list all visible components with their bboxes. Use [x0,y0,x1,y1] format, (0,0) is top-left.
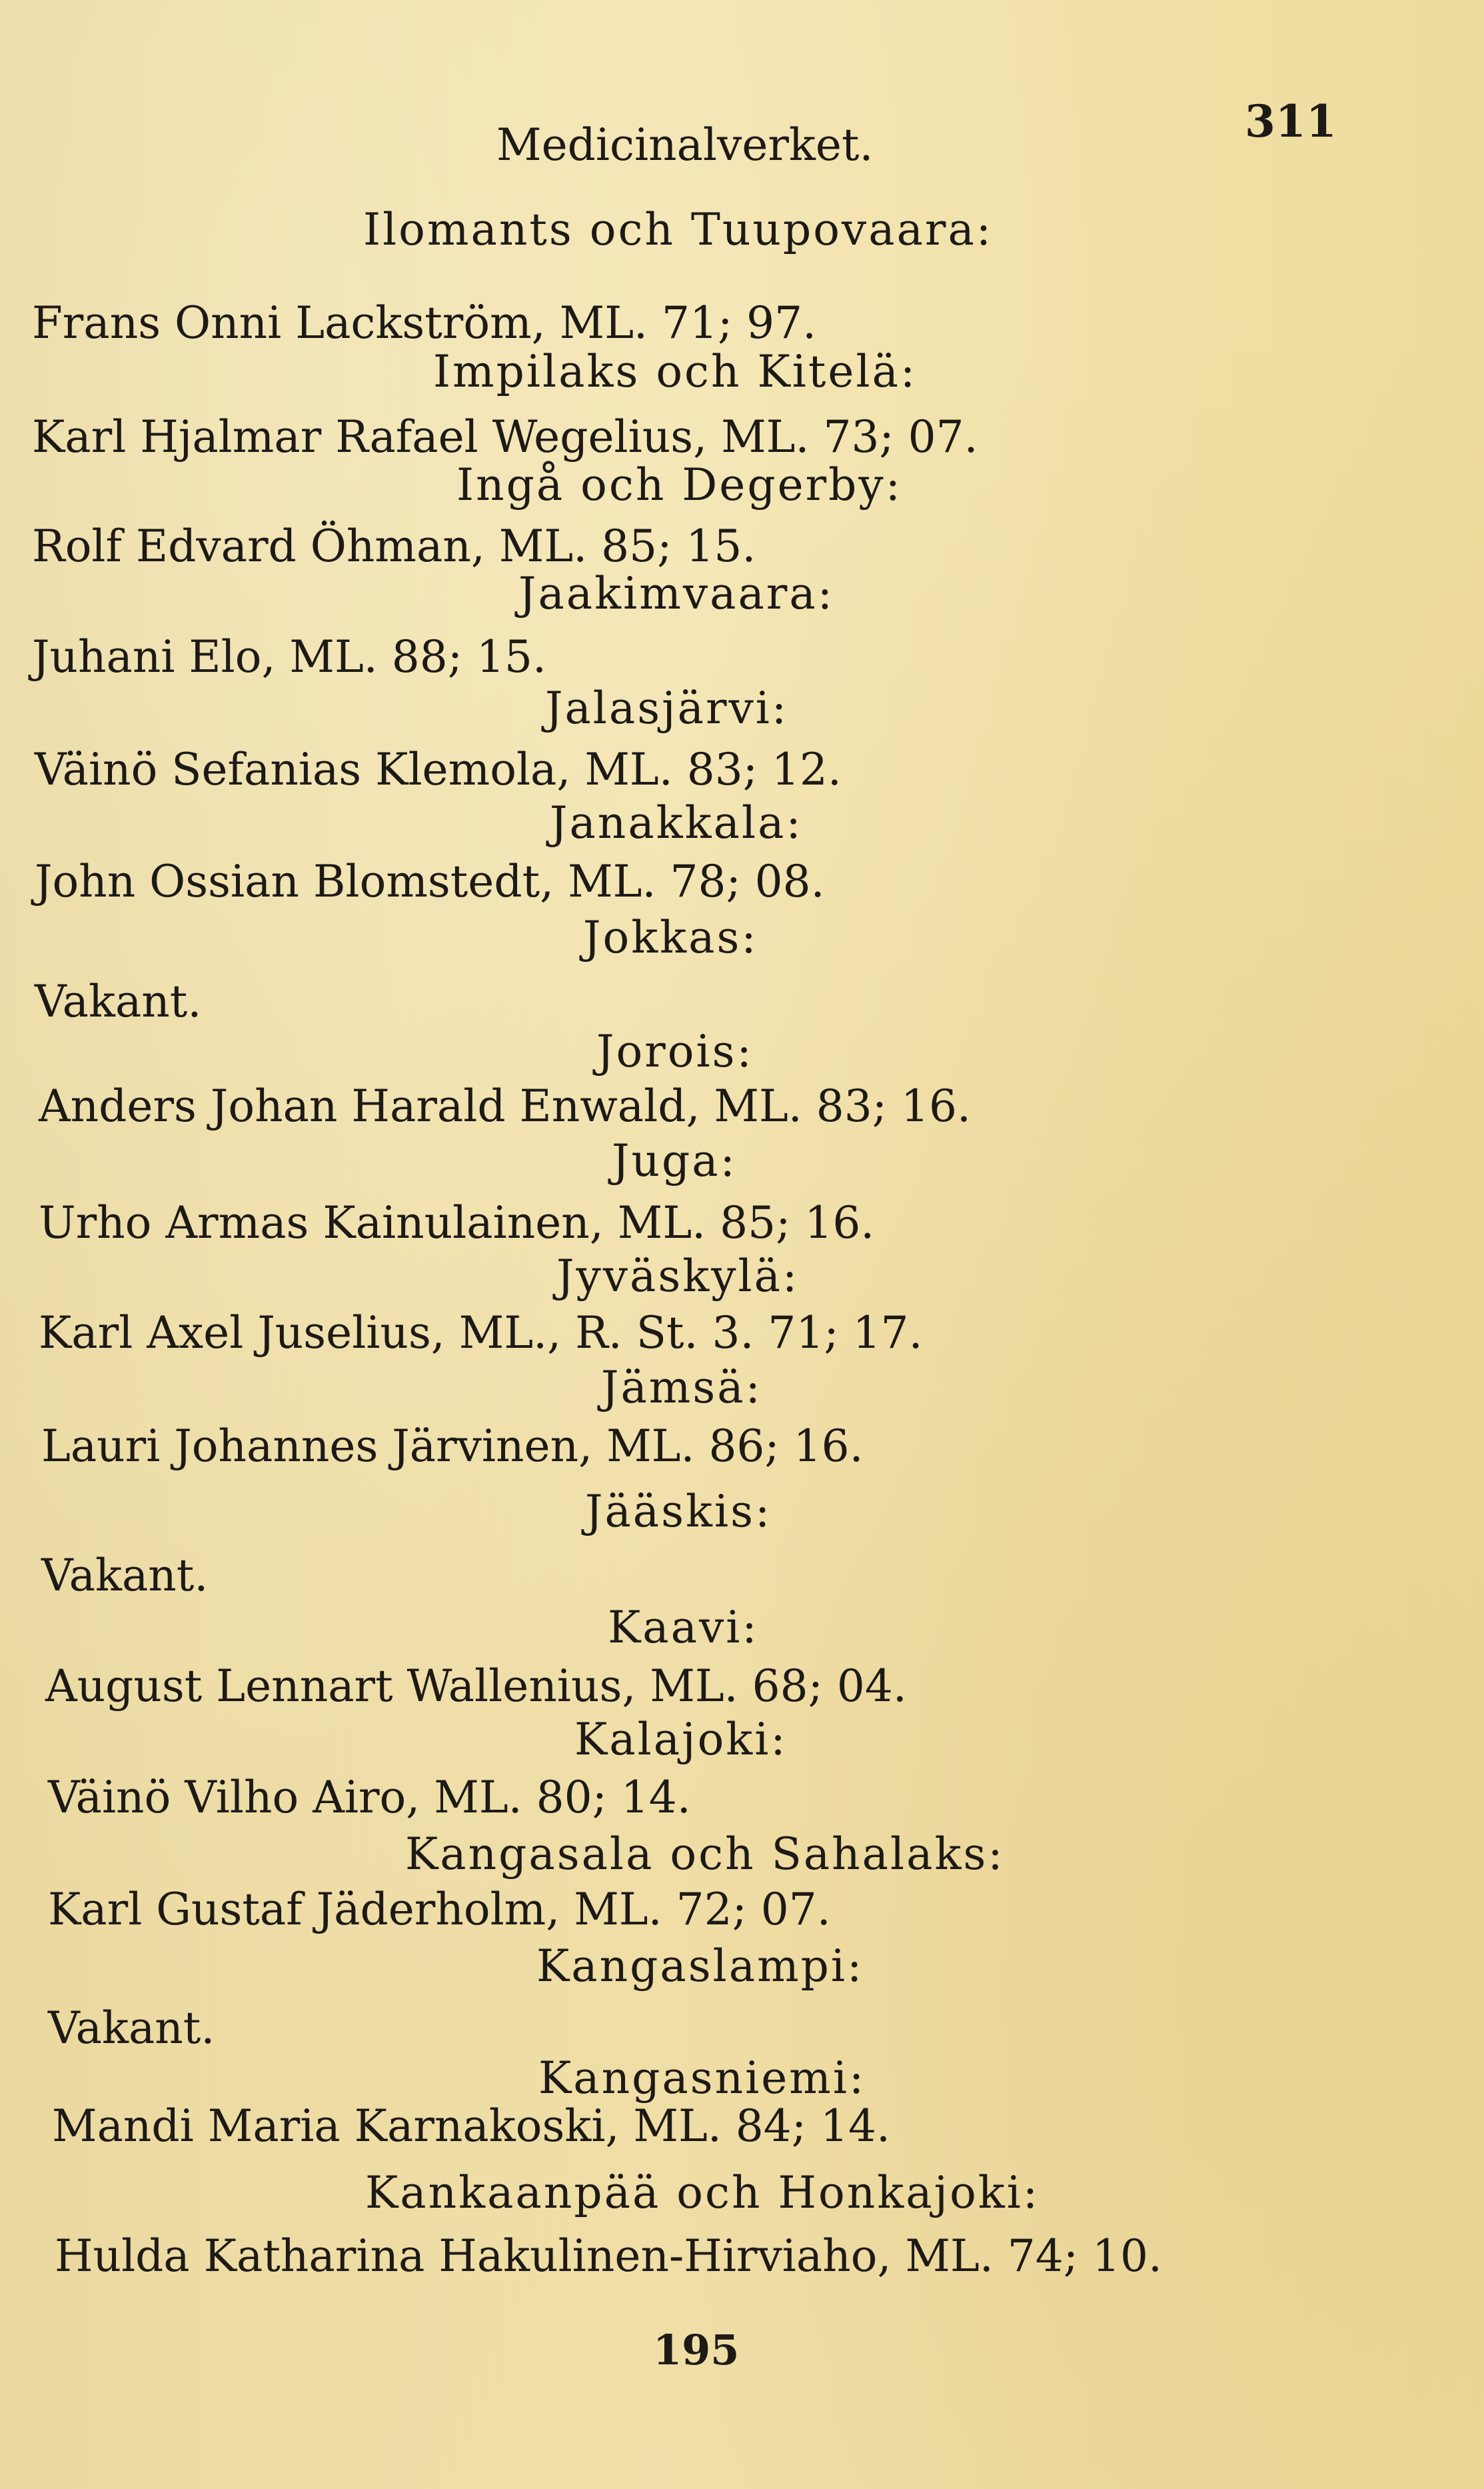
signature-number: 195 [653,2326,740,2374]
parish-heading: Jalasjärvi: [545,683,789,734]
physician-entry: August Lennart Wallenius, ML. 68; 04. [45,1660,907,1712]
parish-heading: Kangasniemi: [538,2052,866,2104]
parish-heading: Janakkala: [550,797,803,849]
parish-heading: Kangaslampi: [536,1940,864,1992]
parish-heading: Jokkas: [583,912,758,963]
physician-entry: John Ossian Blomstedt, ML. 78; 08. [35,856,825,907]
parish-heading: Impilaks och Kitelä: [433,346,918,397]
parish-heading: Kangasala och Sahalaks: [405,1828,1005,1880]
physician-entry: Anders Johan Harald Enwald, ML. 83; 16. [39,1081,971,1132]
parish-heading: Jämsä: [601,1362,762,1413]
parish-heading: Jyväskylä: [556,1250,800,1302]
physician-entry: Vakant. [41,1550,209,1601]
physician-entry: Juhani Elo, ML. 88; 15. [32,631,546,683]
parish-heading: Ilomants och Tuupovaara: [363,204,994,255]
physician-entry: Urho Armas Kainulainen, ML. 85; 16. [39,1197,875,1248]
parish-heading: Kankaanpää och Honkajoki: [365,2167,1040,2218]
parish-heading: Jääskis: [585,1486,772,1537]
parish-heading: Juga: [612,1135,737,1187]
physician-entry: Vakant. [48,2002,215,2054]
physician-entry: Frans Onni Lackström, ML. 71; 97. [32,297,817,349]
physician-entry: Karl Gustaf Jäderholm, ML. 72; 07. [48,1884,831,1935]
physician-entry: Väinö Sefanias Klemola, ML. 83; 12. [35,744,842,795]
parish-heading: Ingå och Degerby: [456,459,902,511]
parish-heading: Kalajoki: [574,1714,788,1765]
physician-entry: Hulda Katharina Hakulinen-Hirviaho, ML. 74; 10. [55,2230,1162,2282]
parish-heading: Jaakimvaara: [518,568,834,619]
physician-entry: Mandi Maria Karnakoski, ML. 84; 14. [52,2100,890,2152]
parish-heading: Kaavi: [608,1602,759,1653]
running-header: Medicinalverket. [496,119,874,171]
parish-heading: Jorois: [596,1026,754,1077]
physician-entry: Väinö Vilho Airo, ML. 80; 14. [48,1772,691,1823]
physician-entry: Karl Hjalmar Rafael Wegelius, ML. 73; 07. [32,411,978,463]
page-number: 311 [1245,95,1337,147]
physician-entry: Lauri Johannes Järvinen, ML. 86; 16. [41,1420,864,1472]
physician-entry: Rolf Edvard Öhman, ML. 85; 15. [32,521,756,572]
physician-entry: Vakant. [35,976,202,1027]
physician-entry: Karl Axel Juselius, ML., R. St. 3. 71; 17. [39,1307,923,1358]
